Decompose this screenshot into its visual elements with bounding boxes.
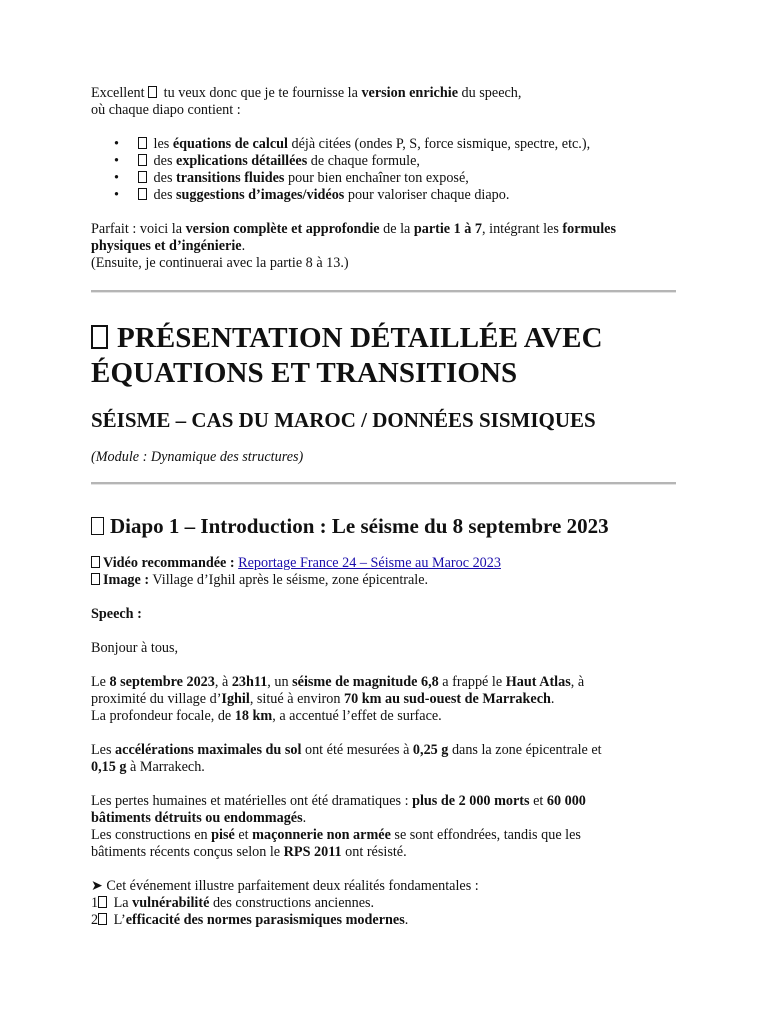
speech-paragraph-1: Le 8 septembre 2023, à 23h11, un séisme de magnitude 6,8 a frappé le Haut Atlas, à	[91, 674, 585, 690]
emoji-placeholder-icon	[148, 86, 157, 98]
image-suggestion: Image : Village d’Ighil après le séisme, zone épicentrale.	[91, 572, 681, 589]
section-subtitle: SÉISME – CAS DU MAROC / DONNÉES SISMIQUES	[91, 408, 596, 432]
speech-paragraph-1c: La profondeur focale, de 18 km, a accentué l’effet de surface.	[91, 708, 442, 724]
emoji-placeholder-icon	[138, 188, 147, 200]
image-icon	[91, 573, 100, 585]
emoji-placeholder-icon	[91, 517, 104, 535]
keycap-icon	[98, 896, 107, 908]
list-item: • des suggestions d’images/vidéos pour valoriser chaque diapo.	[114, 187, 681, 204]
speech-paragraph-3b: bâtiments détruits ou endommagés.	[91, 810, 307, 826]
feature-list	[91, 136, 681, 204]
emoji-placeholder-icon	[91, 325, 108, 349]
module-label: (Module : Dynamique des structures)	[91, 449, 304, 465]
emoji-placeholder-icon	[138, 171, 147, 183]
parfait-paragraph: Parfait : voici la version complète et approfondie de la partie 1 à 7, intégrant les formules	[91, 221, 616, 237]
speech-paragraph-2: Les accélérations maximales du sol ont été mesurées à 0,25 g dans la zone épicentrale et	[91, 742, 602, 758]
page-title: PRÉSENTATION DÉTAILLÉE AVEC ÉQUATIONS ET TRANSITIONS	[91, 322, 603, 389]
speech-paragraph-3: Les pertes humaines et matérielles ont été dramatiques : plus de 2 000 morts et 60 000	[91, 793, 586, 809]
document-page	[91, 85, 681, 929]
intro-line-1: Excellent tu veux donc que je te fournisse la version enrichie du speech,	[91, 85, 522, 101]
emoji-placeholder-icon	[138, 137, 147, 149]
list-item: • les équations de calcul déjà citées (ondes P, S, force sismique, spectre, etc.),	[114, 136, 681, 153]
intro-line-2: où chaque diapo contient :	[91, 102, 241, 118]
video-recommendation: Vidéo recommandée : Reportage France 24 – Séisme au Maroc 2023	[91, 555, 681, 572]
parfait-paragraph-2: physiques et d’ingénierie.	[91, 238, 246, 254]
emoji-placeholder-icon	[138, 154, 147, 166]
speech-paragraph-3c: Les constructions en pisé et maçonnerie non armée se sont effondrées, tandis que les	[91, 827, 581, 843]
speech-label: Speech :	[91, 606, 142, 622]
video-icon	[91, 556, 100, 568]
ensuite-note: (Ensuite, je continuerai avec la partie 8 à 13.)	[91, 255, 349, 271]
keycap-icon	[98, 913, 107, 925]
speech-paragraph-3d: bâtiments récents conçus selon le RPS 2011 ont résisté.	[91, 844, 407, 860]
list-item: • des transitions fluides pour bien enchaîner ton exposé,	[114, 170, 681, 187]
speech-arrow-line: ➤ Cet événement illustre parfaitement deux réalités fondamentales :	[91, 878, 479, 894]
speech-point-2: 2 L’efficacité des normes parasismiques modernes.	[91, 912, 409, 928]
speech-paragraph-2b: 0,15 g à Marrakech.	[91, 759, 205, 775]
speech-point-1: 1 La vulnérabilité des constructions anciennes.	[91, 895, 375, 911]
video-link[interactable]: Reportage France 24 – Séisme au Maroc 2023	[238, 555, 501, 571]
slide-title: Diapo 1 – Introduction : Le séisme du 8 septembre 2023	[91, 513, 681, 539]
speech-greeting: Bonjour à tous,	[91, 640, 179, 656]
list-item: • des explications détaillées de chaque formule,	[114, 153, 681, 170]
speech-paragraph-1b: proximité du village d’Ighil, situé à environ 70 km au sud-ouest de Marrakech.	[91, 691, 555, 707]
